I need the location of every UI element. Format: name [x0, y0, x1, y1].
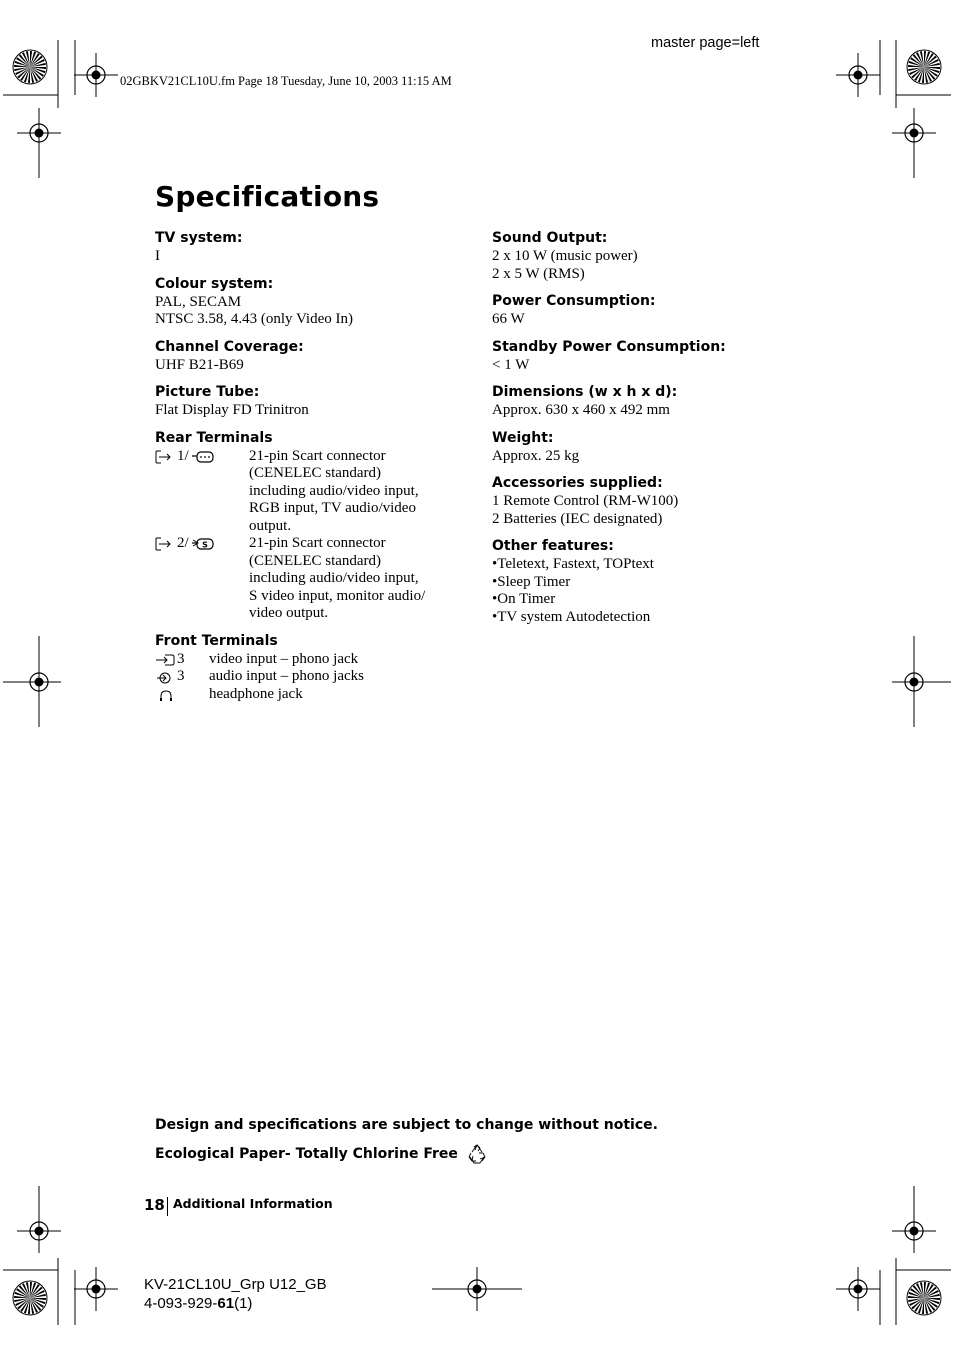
- front-terminal-audio: [155, 668, 475, 686]
- feature-text: On Timer: [497, 591, 556, 607]
- channel-coverage-value: UHF B21-B69: [155, 356, 244, 373]
- tv-system-heading: TV system:: [155, 230, 243, 246]
- rear-terminal-1: [155, 448, 475, 536]
- headphone-icon: [155, 688, 175, 702]
- sound-output-section: [492, 229, 772, 283]
- weight-heading: Weight:: [492, 429, 554, 446]
- change-notice: Design and specifications are subject to change without notice.: [155, 1117, 658, 1133]
- rear-terminal-2-text: S video input, monitor audio/: [249, 587, 426, 604]
- picture-tube-value: Flat Display FD Trinitron: [155, 402, 309, 418]
- section-name: Additional Information: [173, 1196, 333, 1211]
- front-terminal-video: [155, 651, 475, 669]
- colour-system-heading: Colour system:: [155, 275, 274, 292]
- rear-terminal-1-label: 1/: [177, 447, 189, 464]
- rear-terminal-2: [155, 535, 475, 623]
- page-title: Specifications: [155, 180, 380, 213]
- accessories-value: 1 Remote Control (RM-W100): [492, 493, 679, 509]
- recycle-icon: [466, 1144, 488, 1164]
- scart-svideo-icon: [191, 537, 215, 551]
- colour-system-section: [155, 275, 475, 329]
- accessories-section: [492, 474, 772, 528]
- specs-right-column: [492, 229, 772, 635]
- colour-system-value: PAL, SECAM: [155, 293, 242, 310]
- feature-item: [492, 609, 772, 627]
- front-terminal-headphone: [155, 686, 475, 704]
- rear-terminal-2-label: 2/: [177, 535, 189, 551]
- model-info: [144, 1275, 327, 1313]
- front-terminals-heading: Front Terminals: [155, 632, 278, 649]
- feature-item: [492, 556, 772, 574]
- registration-dot: [92, 1285, 101, 1294]
- sound-output-heading: Sound Output:: [492, 230, 608, 246]
- rear-terminal-1-text: 21-pin Scart connector: [249, 447, 386, 464]
- weight-value: Approx. 25 kg: [492, 447, 580, 464]
- scart-input-icon: [155, 537, 175, 551]
- other-features-section: [492, 537, 772, 626]
- scart-rgb-icon: [191, 450, 215, 464]
- power-consumption-value: 66 W: [492, 311, 525, 327]
- part-number-line: [144, 1294, 327, 1313]
- page-number: 18: [144, 1196, 165, 1214]
- video-input-icon: [155, 653, 175, 667]
- picture-tube-section: [155, 383, 475, 420]
- feature-text: TV system Autodetection: [497, 608, 651, 625]
- feature-item: [492, 574, 772, 592]
- sound-output-value: 2 x 10 W (music power): [492, 248, 638, 264]
- part-suffix: (1): [234, 1295, 253, 1312]
- dimensions-value: Approx. 630 x 460 x 492 mm: [492, 402, 670, 418]
- front-terminal-audio-label: 3: [177, 668, 185, 684]
- front-terminal-video-label: 3: [177, 650, 185, 667]
- scart-input-icon: [155, 450, 175, 464]
- picture-tube-heading: Picture Tube:: [155, 384, 260, 400]
- feature-text: Teletext, Fastext, TOPtext: [497, 556, 654, 572]
- sound-output-value: 2 x 5 W (RMS): [492, 265, 585, 282]
- dimensions-section: [492, 383, 772, 420]
- rear-terminal-2-text: (CENELEC standard): [249, 552, 382, 569]
- front-terminal-audio-text: audio input – phono jacks: [209, 668, 364, 684]
- bullet: •: [492, 556, 498, 572]
- front-terminal-video-text: video input – phono jack: [209, 650, 359, 667]
- model-line: KV-21CL10U_Grp U12_GB: [144, 1276, 327, 1293]
- dimensions-heading: Dimensions (w x h x d):: [492, 384, 678, 400]
- feature-item: [492, 591, 772, 609]
- channel-coverage-heading: Channel Coverage:: [155, 338, 304, 355]
- tv-system-value: I: [155, 248, 160, 264]
- page-number-divider: [167, 1197, 168, 1216]
- master-page-label: master page=left: [651, 35, 760, 51]
- audio-input-icon: [155, 670, 175, 684]
- front-terminal-headphone-text: headphone jack: [209, 685, 303, 702]
- bullet: •: [492, 573, 498, 590]
- rear-terminals-heading: Rear Terminals: [155, 429, 273, 446]
- rear-terminal-1-text: (CENELEC standard): [249, 465, 382, 481]
- eco-paper-line: [155, 1144, 488, 1164]
- rear-terminal-1-text: including audio/video input,: [249, 482, 419, 499]
- other-features-heading: Other features:: [492, 538, 614, 554]
- rear-terminals-section: [155, 429, 475, 623]
- standby-power-value: < 1 W: [492, 356, 530, 373]
- accessories-value: 2 Batteries (IEC designated): [492, 510, 663, 527]
- feature-text: Sleep Timer: [497, 573, 571, 590]
- file-info-line: 02GBKV21CL10U.fm Page 18 Tuesday, June 10, 2003 11:15 AM: [120, 74, 452, 88]
- part-prefix: 4-093-929-: [144, 1295, 218, 1312]
- power-consumption-section: [492, 292, 772, 329]
- rear-terminal-2-text: video output.: [249, 605, 329, 621]
- rear-terminal-2-text: including audio/video input,: [249, 570, 419, 586]
- weight-section: [492, 429, 772, 466]
- standby-power-section: [492, 338, 772, 375]
- rear-terminal-1-text: output.: [249, 517, 292, 534]
- rear-terminal-1-text: RGB input, TV audio/video: [249, 500, 416, 516]
- power-consumption-heading: Power Consumption:: [492, 293, 656, 309]
- bullet: •: [492, 608, 498, 625]
- channel-coverage-section: [155, 338, 475, 375]
- tv-system-section: [155, 229, 475, 266]
- bullet: •: [492, 591, 498, 607]
- specs-left-column: [155, 229, 475, 712]
- eco-paper-text: Ecological Paper- Totally Chlorine Free: [155, 1146, 458, 1162]
- standby-power-heading: Standby Power Consumption:: [492, 338, 726, 355]
- registration-dot: [854, 1285, 863, 1294]
- front-terminals-section: [155, 632, 475, 704]
- rear-terminal-2-text: 21-pin Scart connector: [249, 535, 386, 551]
- accessories-heading: Accessories supplied:: [492, 475, 663, 491]
- svg-text:S: S: [201, 540, 208, 550]
- colour-system-value: NTSC 3.58, 4.43 (only Video In): [155, 311, 353, 327]
- part-bold: 61: [217, 1295, 235, 1312]
